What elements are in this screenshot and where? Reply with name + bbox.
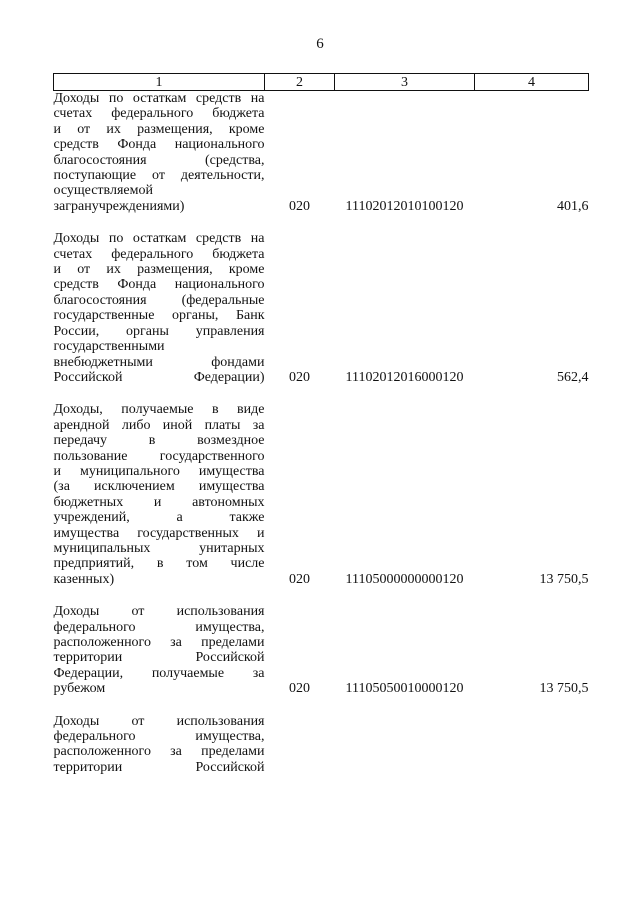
description-line: казенных) — [53, 571, 115, 587]
description-line: Доходы по остаткам средств на — [53, 91, 265, 106]
admin-code: 020 — [289, 369, 310, 385]
description-line: благосостояния (федеральные — [53, 292, 265, 308]
description-line: учреждений, а также — [53, 510, 265, 526]
description-line: Доходы от использования — [53, 604, 265, 620]
header-col-1: 1 — [54, 74, 265, 91]
revenue-description — [54, 402, 265, 587]
table-row — [54, 91, 589, 215]
kbk-code: 11105050010000120 — [345, 681, 464, 697]
description-line: государственные органы, Банк — [53, 308, 265, 324]
revenue-description — [54, 714, 265, 776]
table-body — [54, 91, 589, 776]
row-spacer — [54, 587, 589, 604]
row-spacer-cell — [54, 587, 589, 604]
table-header — [54, 74, 589, 91]
description-line: арендной либо иной платы за — [53, 417, 265, 433]
kbk-code: 11102012010100120 — [345, 198, 464, 214]
description-line: и от их размещения, кроме — [53, 262, 265, 278]
description-line: передачу в возмездное — [53, 433, 265, 449]
row-spacer — [54, 214, 589, 231]
row-spacer-cell — [54, 214, 589, 231]
description-line: Доходы по остаткам средств на — [53, 231, 265, 247]
description-line: (за исключением имущества — [53, 479, 265, 495]
kbk-code — [335, 714, 475, 776]
description-line: бюджетных и автономных — [53, 494, 265, 510]
description-line: государственными — [53, 339, 165, 355]
description-line: средств Фонда национального — [53, 137, 265, 153]
description-line: пользование государственного — [53, 448, 265, 464]
description-line: федерального имущества, — [53, 729, 265, 745]
amount-value: 562,4 — [557, 369, 589, 385]
description-line: территории Российской — [53, 650, 265, 666]
row-spacer-cell — [54, 697, 589, 714]
admin-code: 020 — [289, 681, 310, 697]
description-line: Российской Федерации) — [53, 369, 265, 385]
table-row — [54, 714, 589, 776]
header-col-4: 4 — [475, 74, 589, 91]
kbk-code: 11102012016000120 — [345, 369, 464, 385]
description-line: имущества государственных и — [53, 525, 265, 541]
header-col-3: 3 — [335, 74, 475, 91]
description-line: предприятий, в том числе — [53, 556, 265, 572]
description-line: муниципальных унитарных — [53, 540, 265, 556]
amount-value — [475, 714, 589, 776]
kbk-code: 11105000000000120 — [345, 571, 464, 587]
revenue-table — [53, 73, 589, 775]
admin-code — [265, 714, 335, 776]
description-line: федерального имущества, — [53, 619, 265, 635]
admin-code: 020 — [289, 198, 310, 214]
amount-value: 13 750,5 — [539, 571, 589, 587]
description-line: рубежом — [53, 681, 106, 697]
description-line: счетах федерального бюджета — [53, 246, 265, 262]
table-row — [54, 402, 589, 587]
header-row — [54, 74, 589, 91]
amount-value: 401,6 — [557, 198, 589, 214]
description-line: территории Российской — [53, 759, 265, 775]
header-col-2: 2 — [265, 74, 335, 91]
description-line: Доходы от использования — [53, 713, 265, 729]
description-line: загранучреждениями) — [53, 198, 185, 214]
description-line: расположенного за пределами — [53, 744, 265, 760]
revenue-description — [54, 231, 265, 385]
description-line: поступающие от деятельности, — [53, 168, 265, 184]
revenue-description — [54, 604, 265, 696]
description-line: счетах федерального бюджета — [53, 106, 265, 122]
description-line: Доходы, получаемые в виде — [53, 402, 265, 418]
page-number: 6 — [316, 36, 324, 52]
description-line: Федерации, получаемые за — [53, 665, 265, 681]
row-spacer — [54, 697, 589, 714]
admin-code: 020 — [289, 571, 310, 587]
description-line: России, органы управления — [53, 323, 265, 339]
revenue-description — [54, 91, 265, 215]
row-spacer — [54, 385, 589, 402]
table-row — [54, 231, 589, 385]
description-line: и от их размещения, кроме — [53, 121, 265, 137]
description-line: и муниципального имущества — [53, 463, 265, 479]
description-line: средств Фонда национального — [53, 277, 265, 293]
amount-value: 13 750,5 — [539, 681, 589, 697]
description-line: расположенного за пределами — [53, 635, 265, 650]
table-row — [54, 604, 589, 696]
description-line: осуществляемой — [53, 183, 153, 199]
description-line: благосостояния (средства, — [53, 152, 265, 168]
description-line: внебюджетными фондами — [53, 354, 265, 370]
row-spacer-cell — [54, 385, 589, 402]
